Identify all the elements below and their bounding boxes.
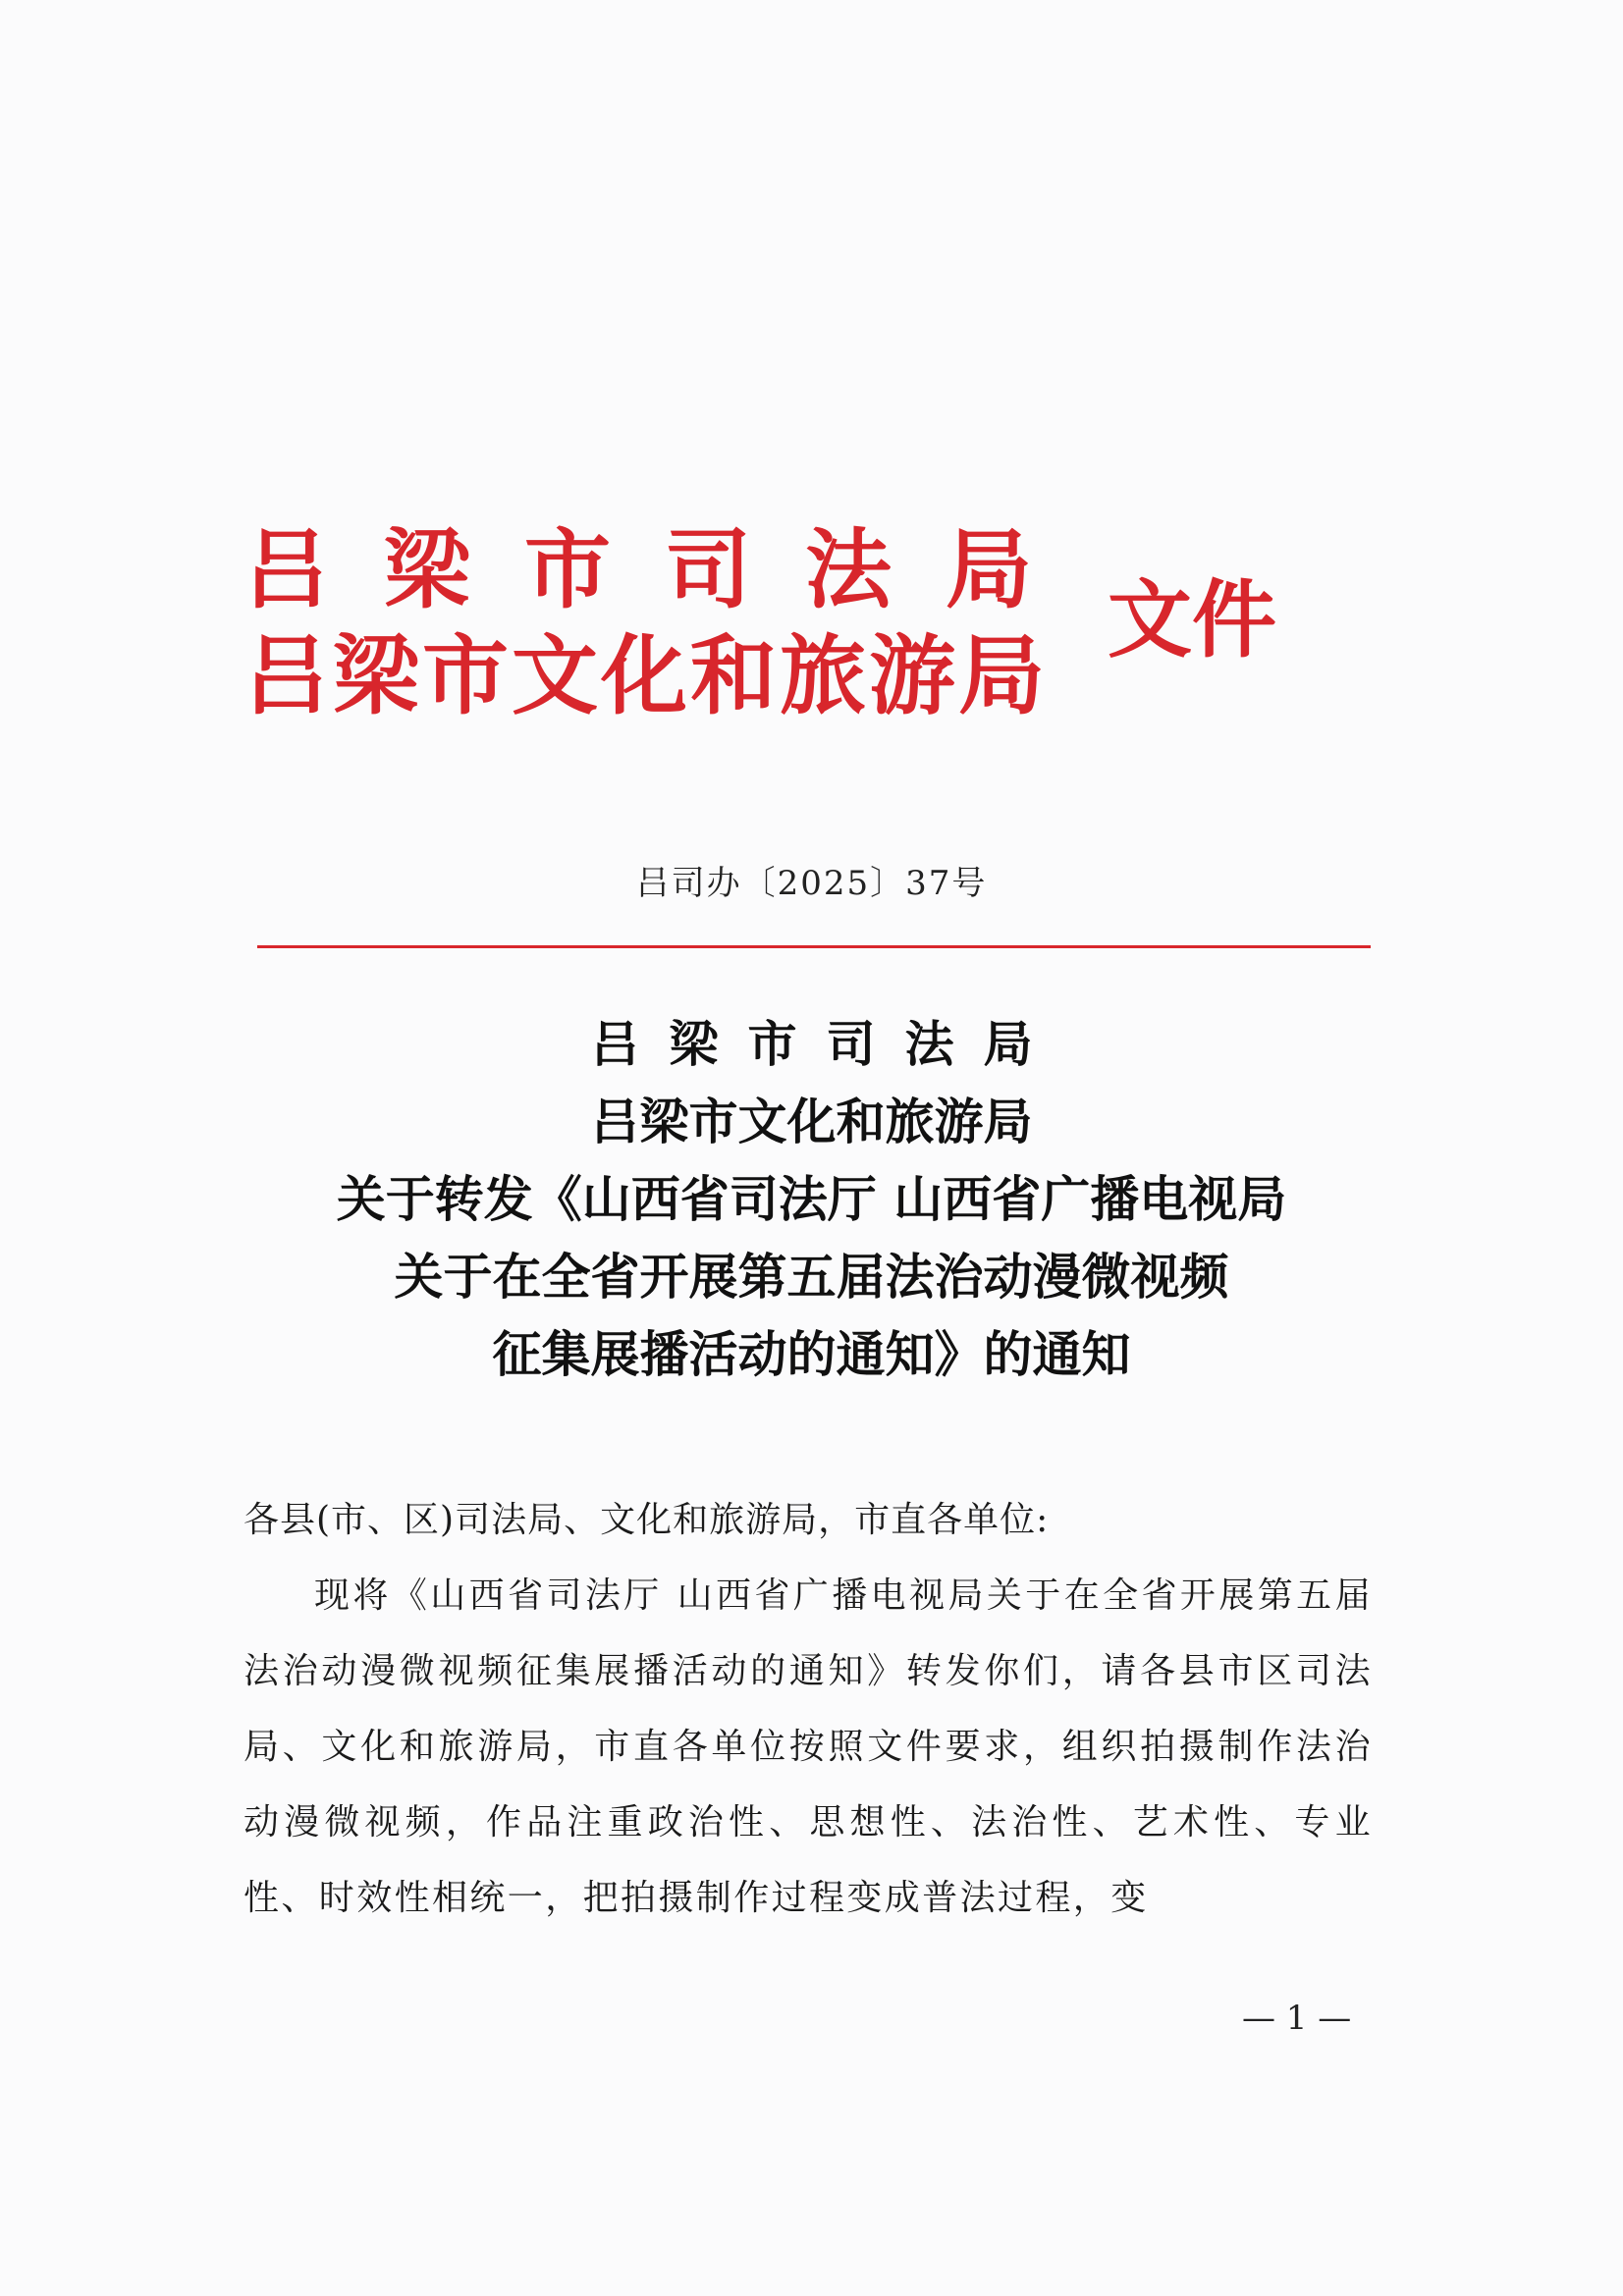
- title-line-5: 征集展播活动的通知》的通知: [492, 1325, 1131, 1383]
- document-body: [243, 1482, 1373, 1936]
- red-separator-line: [257, 945, 1371, 948]
- title-line-1: 吕梁市司法局: [590, 1015, 1062, 1073]
- page-number: — 1 —: [1242, 1999, 1352, 2038]
- title-line-4: 关于在全省开展第五届法治动漫微视频: [394, 1248, 1229, 1306]
- salutation: 各县(市、区)司法局、文化和旅游局，市直各单位:: [243, 1500, 1050, 1540]
- document-number: 吕司办〔2025〕37号: [635, 864, 988, 903]
- masthead-issuer-2: 吕梁市文化和旅游局: [243, 624, 1049, 726]
- document-title: [0, 1005, 1623, 1393]
- masthead-issuer-1: 吕梁市司法局: [243, 518, 1087, 620]
- title-line-2: 吕梁市文化和旅游局: [590, 1093, 1033, 1150]
- title-line-3: 关于转发《山西省司法厅 山西省广播电视局: [336, 1170, 1287, 1228]
- red-masthead: [243, 520, 1373, 736]
- body-paragraph: 现将《山西省司法厅 山西省广播电视局关于在全省开展第五届法治动漫微视频征集展播活动的通知》转发你们，请各县市区司法局、文化和旅游局，市直各单位按照文件要求，组织拍摄制作法治动漫微视频，作品注重政治性、思想性、法治性、艺术性、专业性、时效性相统一，把拍摄制作过程变成普法过程，变: [243, 1575, 1373, 1918]
- masthead-suffix: 文件: [1108, 570, 1276, 669]
